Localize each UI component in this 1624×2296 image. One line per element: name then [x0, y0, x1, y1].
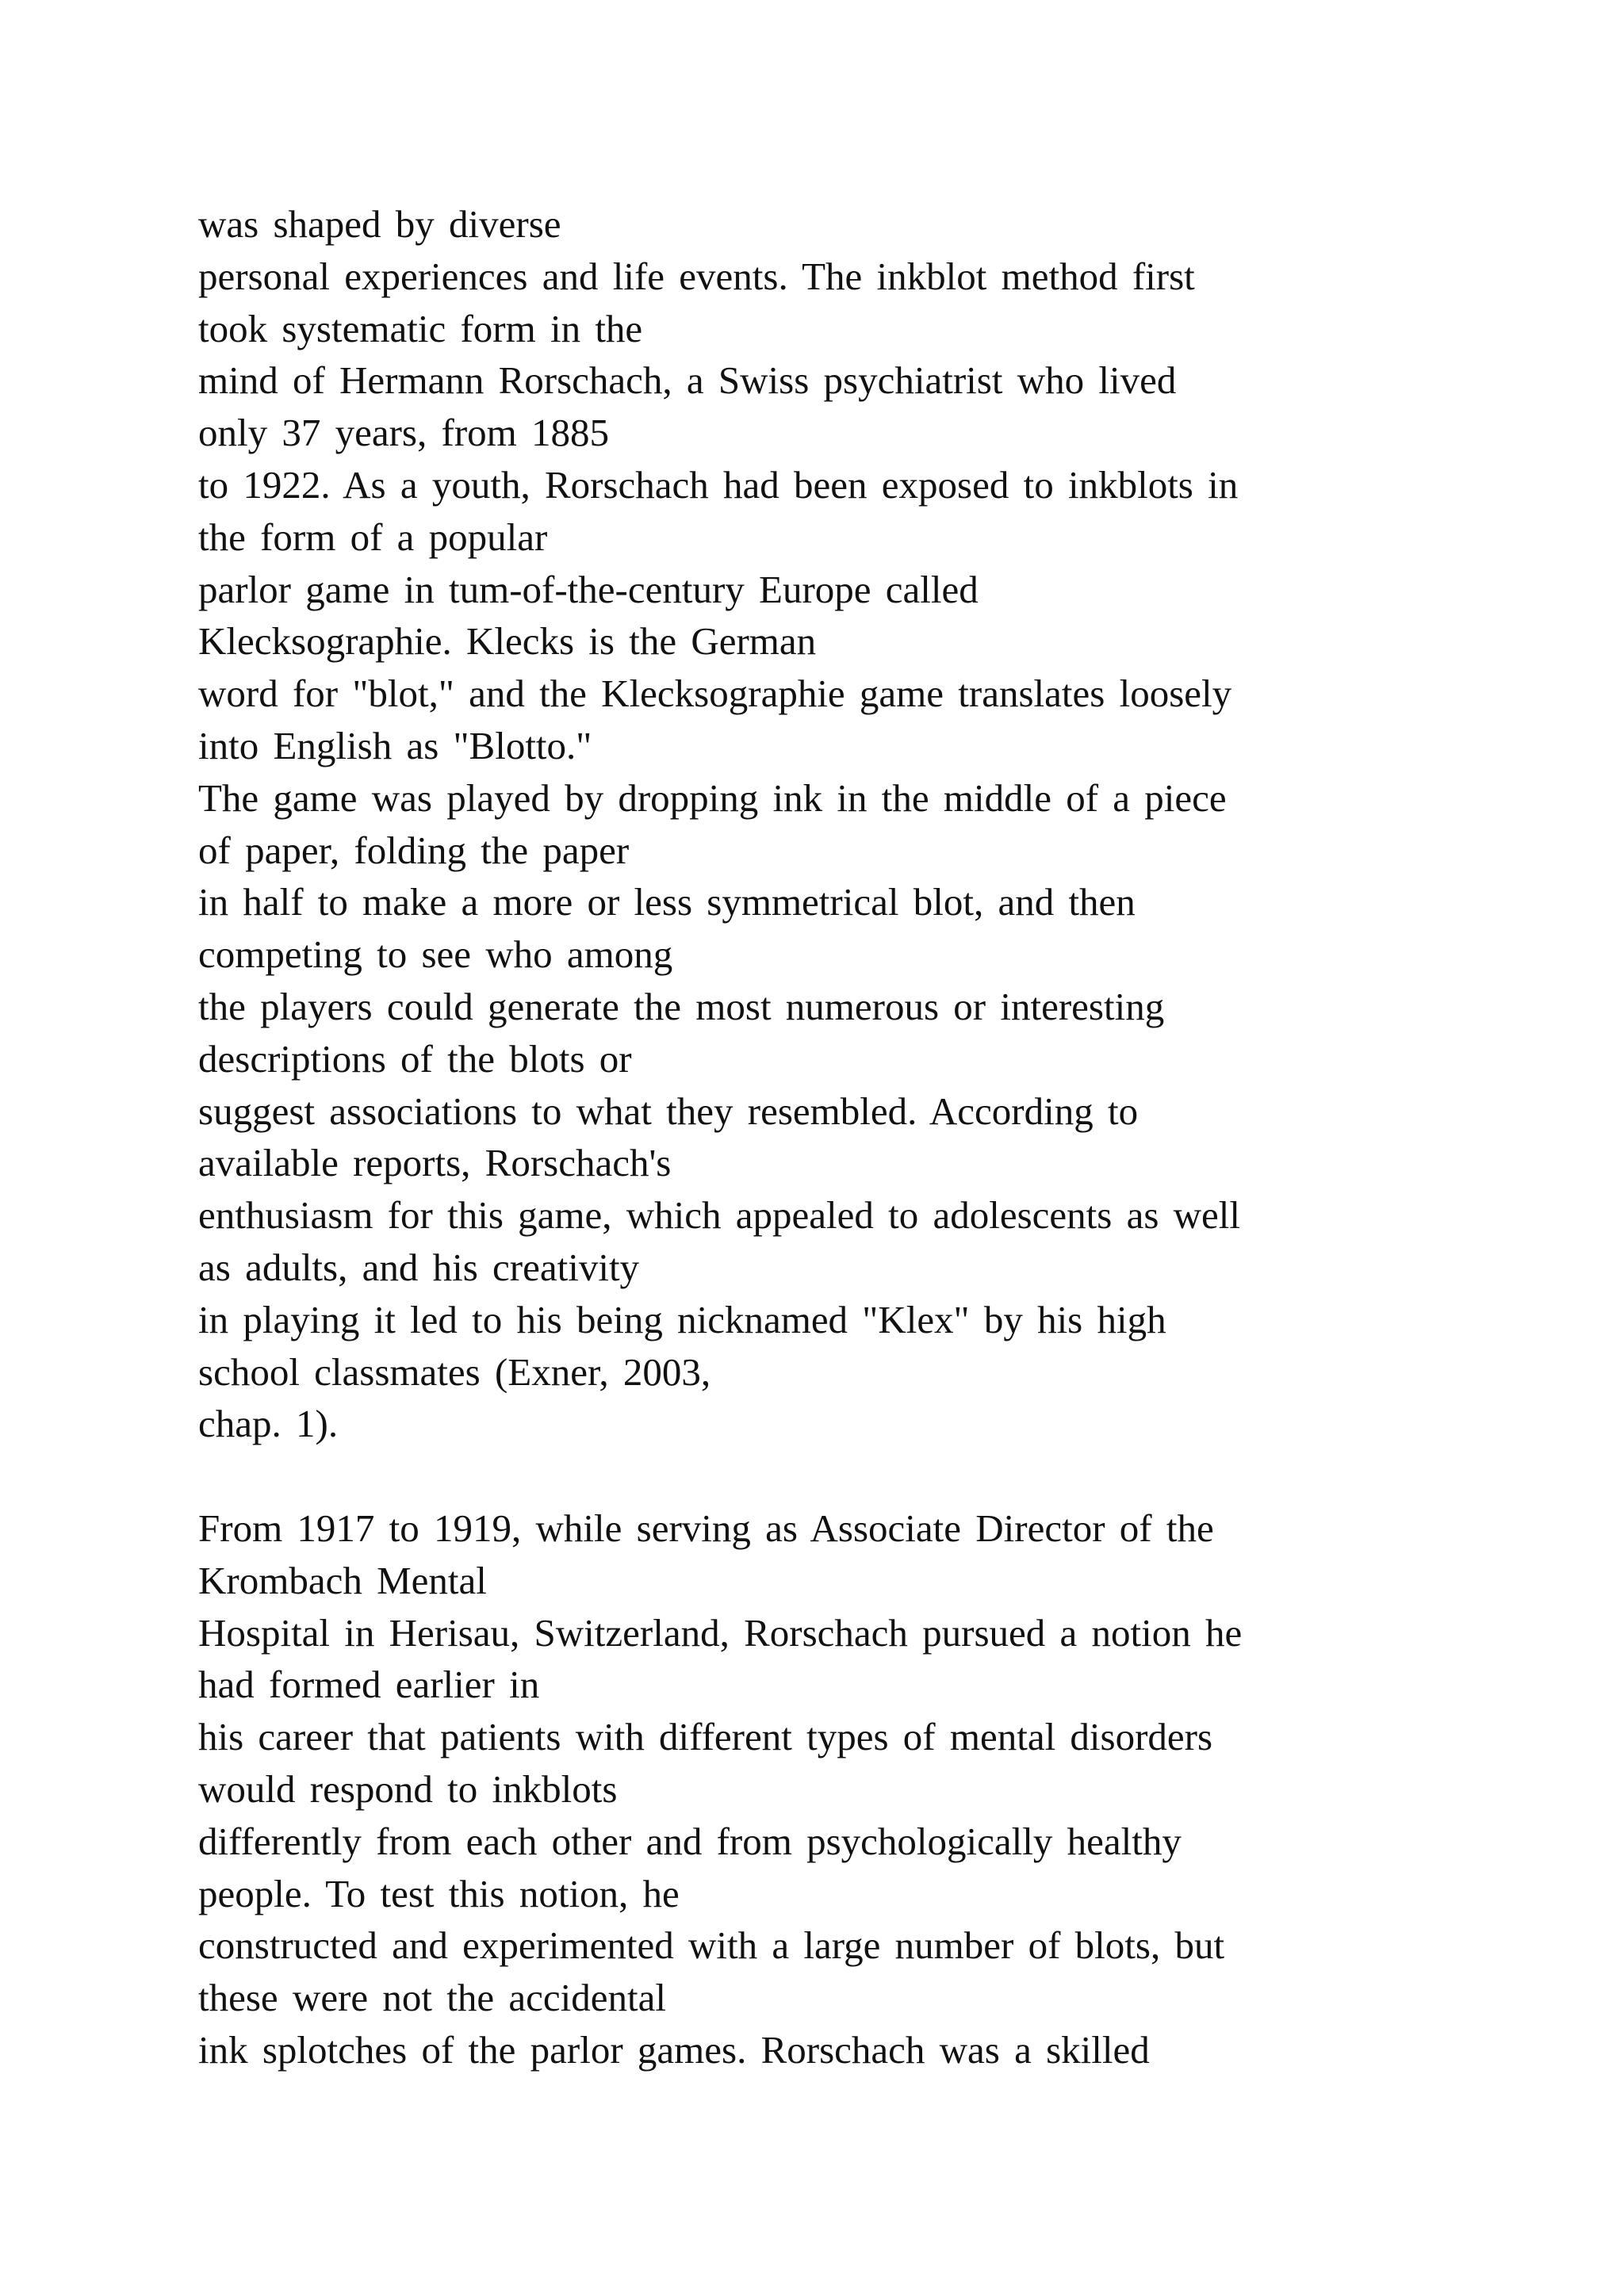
document-body [198, 198, 1546, 2076]
text-line: of paper, folding the paper [198, 828, 630, 872]
text-line: the form of a popular [198, 515, 548, 559]
text-line: had formed earlier in [198, 1663, 540, 1707]
text-line: Klecksographie. Klecks is the German [198, 619, 817, 664]
text-line: the players could generate the most numerous or interesting [198, 984, 1165, 1028]
text-line: took systematic form in the [198, 306, 643, 350]
text-line: Hospital in Herisau, Switzerland, Rorschach pursued a notion he [198, 1610, 1243, 1655]
text-line: From 1917 to 1919, while serving as Associate Director of the [198, 1506, 1214, 1550]
text-line: available reports, Rorschach's [198, 1141, 672, 1185]
text-line: as adults, and his creativity [198, 1245, 640, 1289]
text-line: would respond to inkblots [198, 1766, 618, 1811]
paragraph-2 [198, 1502, 1546, 2076]
text-line: these were not the accidental [198, 1976, 666, 2020]
text-line: school classmates (Exner, 2003, [198, 1349, 711, 1394]
text-line: parlor game in tum-of-the-century Europe called [198, 567, 979, 611]
text-line: descriptions of the blots or [198, 1036, 632, 1081]
text-line: personal experiences and life events. The inkblot method first [198, 254, 1195, 298]
text-line: in playing it led to his being nicknamed "Klex" by his high [198, 1297, 1166, 1341]
text-line: constructed and experimented with a large number of blots, but [198, 1923, 1225, 1968]
text-line: chap. 1). [198, 1402, 339, 1446]
text-line: ink splotches of the parlor games. Rorschach was a skilled [198, 2027, 1150, 2072]
text-line: word for "blot," and the Klecksographie game translates loosely [198, 672, 1232, 716]
text-line: enthusiasm for this game, which appealed to adolescents as well [198, 1193, 1241, 1238]
paragraph-1 [198, 198, 1546, 1450]
paragraph-break [198, 1450, 1546, 1502]
text-line: was shaped by diverse [198, 202, 561, 246]
text-line: The game was played by dropping ink in the middle of a piece [198, 775, 1227, 820]
text-line: into English as "Blotto." [198, 723, 592, 767]
text-line: his career that patients with different types of mental disorders [198, 1715, 1213, 1759]
text-line: Krombach Mental [198, 1558, 487, 1602]
text-line: suggest associations to what they resembled. According to [198, 1089, 1139, 1133]
text-line: differently from each other and from psychologically healthy [198, 1819, 1182, 1863]
text-line: competing to see who among [198, 932, 673, 977]
text-line: mind of Hermann Rorschach, a Swiss psychiatrist who lived [198, 358, 1177, 403]
text-line: in half to make a more or less symmetrical blot, and then [198, 880, 1136, 924]
text-line: only 37 years, from 1885 [198, 411, 609, 455]
text-line: people. To test this notion, he [198, 1871, 680, 1915]
text-line: to 1922. As a youth, Rorschach had been exposed to inkblots in [198, 462, 1239, 507]
